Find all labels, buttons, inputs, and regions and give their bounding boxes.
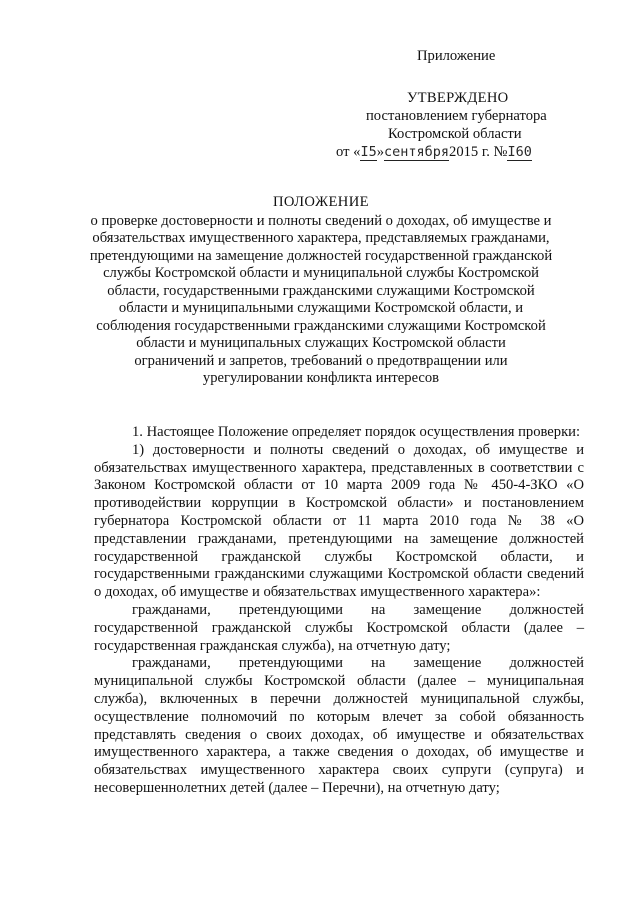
paragraph-4: гражданами, претендующими на замещение должностей муниципальной службы Костромской области (далее – муниципальная служба), включенных в перечни должностей муниципальной службы, осуществление полномочий по которым влечет за собой обязанность представлять сведения о своих доходах, об имуществе и обязательствах имущественного характера, а также сведения о доходах, об имуществе и обязательствах имущественного характера своих супруги (супруга) и несовершеннолетних детей (далее – Перечни), на отчетную дату; — [94, 655, 584, 796]
date-mid: » — [376, 144, 384, 160]
approved-by-line: постановлением губернатора — [366, 108, 547, 124]
approved-label: УТВЕРЖДЕНО — [407, 90, 509, 106]
date-year: 2015 г. № — [449, 144, 508, 160]
document-body — [94, 424, 584, 798]
handwritten-day: I5 — [360, 144, 377, 160]
approved-by-region: Костромской области — [388, 126, 522, 142]
paragraph-1: 1. Настоящее Положение определяет порядок осуществления проверки: — [132, 424, 581, 440]
document-heading: ПОЛОЖЕНИЕ — [272, 194, 369, 210]
annex-label: Приложение — [417, 48, 496, 64]
handwritten-month: сентября — [384, 144, 450, 160]
document-subtitle: о проверке достоверности и полноты сведений о доходах, об имуществе и обязательствах имущественного характера, представляемых гражданами, претендующими на замещение должностей государственной гражданской службы Костромской области и муниципальной службы Костромской области, государственными гражданскими служащими Костромской области и муниципальными служащими Костромской области, и соблюдения государственными гражданскими служащими Костромской области и муниципальных служащих Костромской области ограничений и запретов, требований о предотвращении или урегулировании конфликта интересов — [89, 212, 553, 386]
date-prefix: от « — [336, 144, 361, 160]
document-title-block — [80, 194, 562, 388]
approval-date-line — [336, 144, 532, 161]
paragraph-2: 1) достоверности и полноты сведений о доходах, об имуществе и обязательствах имущественного характера, представленных в соответствии с Законом Костромской области от 10 марта 2009 года № 450-4-ЗКО «О противодействии коррупции в Костромской области» и постановлением губернатора Костромской области от 11 марта 2010 года № 38 «О представлении гражданами, претендующими на замещение должностей государственной гражданской службы Костромской области, и государственными гражданскими служащими Костромской области сведений о доходах, об имуществе и обязательствах имущественного характера»: — [94, 441, 584, 601]
paragraph-3: гражданами, претендующими на замещение должностей государственной гражданской службы Костромской области (далее – государственная гражданская служба), на отчетную дату; — [94, 601, 584, 654]
handwritten-number: I60 — [507, 144, 532, 160]
